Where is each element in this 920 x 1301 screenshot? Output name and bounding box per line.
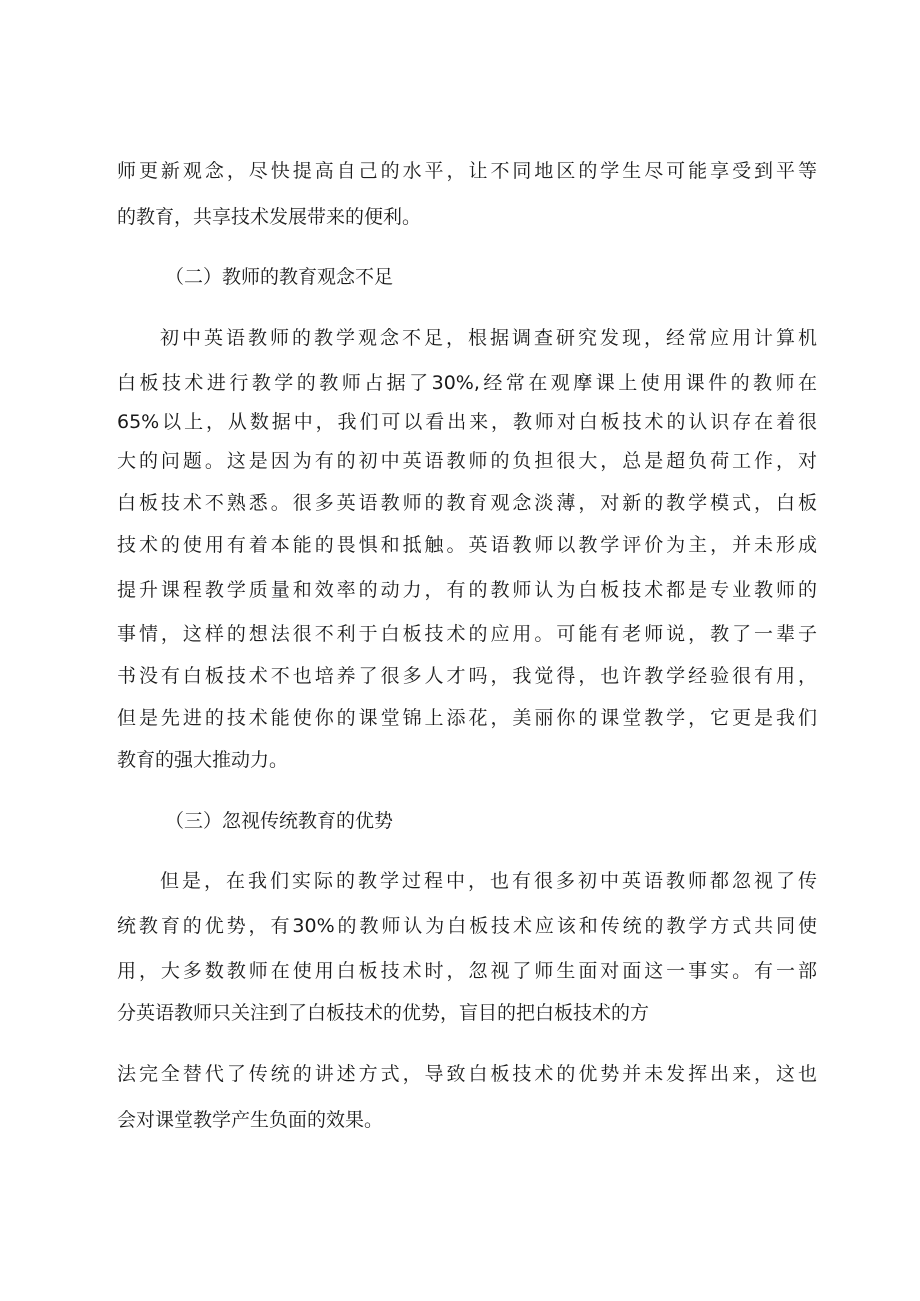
paragraph-line: 分英语教师只关注到了白板技术的优势，盲目的把白板技术的方 [117,1002,650,1024]
section-heading-3: （三）忽视传统教育的优势 [165,810,394,832]
paragraph-line: 白板技术不熟悉。很多英语教师的教育观念淡薄，对新的教学模式，白板 [117,492,817,514]
paragraph-line: 但是先进的技术能使你的课堂锦上添花，美丽你的课堂教学，它更是我们 [117,707,817,729]
section-heading-2: （二）教师的教育观念不足 [165,266,394,288]
paragraph-line: 会对课堂教学产生负面的效果。 [117,1109,384,1131]
paragraph-line: 用，大多数教师在使用白板技术时，忽视了师生面对面这一事实。有一部 [117,960,817,982]
paragraph-line: 师更新观念，尽快提高自己的水平，让不同地区的学生尽可能享受到平等 [117,160,817,182]
paragraph-line: 书没有白板技术不也培养了很多人才吗，我觉得，也许教学经验很有用， [117,665,817,687]
paragraph-line: 事情，这样的想法很不利于白板技术的应用。可能有老师说，教了一辈子 [117,623,817,645]
paragraph-line: 大的问题。这是因为有的初中英语教师的负担很大，总是超负荷工作，对 [117,450,817,472]
paragraph-line: 白板技术进行教学的教师占据了30%,经常在观摩课上使用课件的教师在 [117,372,817,394]
paragraph-line: 法完全替代了传统的讲述方式，导致白板技术的优势并未发挥出来，这也 [117,1063,817,1085]
paragraph-line: 教育的强大推动力。 [117,749,289,771]
paragraph-line: 技术的使用有着本能的畏惧和抵触。英语教师以教学评价为主，并未形成 [117,534,817,556]
paragraph-line: 的教育，共享技术发展带来的便利。 [117,206,422,228]
paragraph-line: 但是，在我们实际的教学过程中，也有很多初中英语教师都忽视了传 [160,870,817,892]
paragraph-line: 提升课程教学质量和效率的动力，有的教师认为白板技术都是专业教师的 [117,579,817,601]
paragraph-line: 初中英语教师的教学观念不足，根据调查研究发现，经常应用计算机 [160,327,817,349]
paragraph-line: 65%以上，从数据中，我们可以看出来，教师对白板技术的认识存在着很 [117,411,817,433]
paragraph-line: 统教育的优势，有30%的教师认为白板技术应该和传统的教学方式共同使 [117,915,817,937]
